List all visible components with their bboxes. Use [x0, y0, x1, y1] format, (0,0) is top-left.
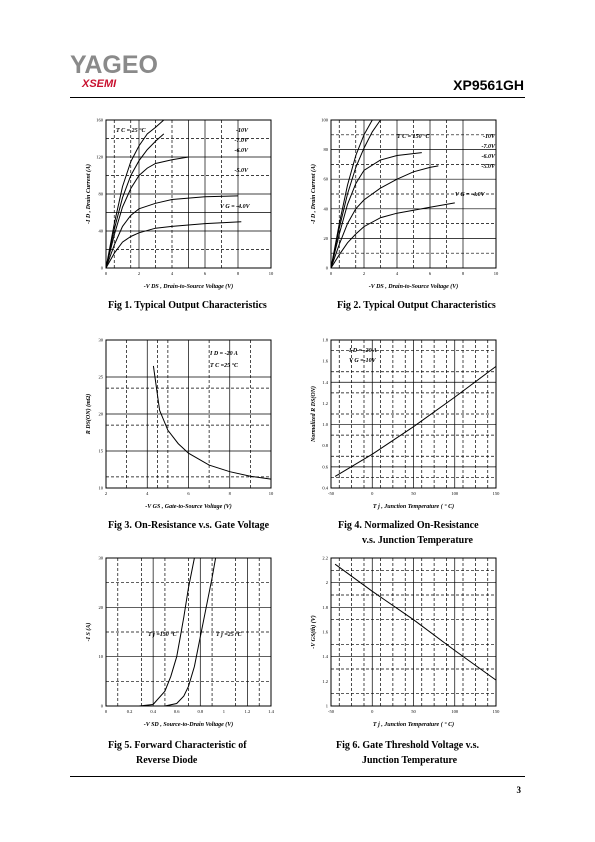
- caption-fig4-line1: Fig 4. Normalized On-Resistance: [338, 520, 479, 531]
- header-rule: [70, 97, 525, 98]
- footer-rule: [70, 776, 525, 777]
- x-tick-label: 1.2: [244, 709, 251, 714]
- y-tick-label: 120: [96, 154, 103, 160]
- y-tick-label: 0.6: [322, 464, 328, 470]
- y-tick-label: 80: [323, 147, 328, 153]
- y-tick-label: 0.8: [322, 443, 328, 449]
- y-tick-label: 1.6: [322, 629, 328, 635]
- y-tick-label: 0.4: [322, 485, 328, 491]
- x-tick-label: 6: [428, 271, 432, 276]
- series-line: [331, 203, 455, 268]
- caption-fig3: Fig 3. On-Resistance v.s. Gate Voltage: [108, 520, 270, 531]
- x-tick-label: -50: [328, 709, 334, 714]
- yageo-logo: [70, 53, 190, 91]
- x-tick-label: 2: [137, 271, 141, 276]
- y-tick-label: 20: [323, 235, 328, 241]
- logo-main-text: YAGEO: [70, 51, 159, 79]
- y-tick-label: 1.2: [322, 400, 328, 406]
- series-line: [335, 564, 496, 680]
- x-tick-label: 50: [411, 709, 416, 714]
- chart-annotation: T C = 25 °C: [116, 128, 146, 134]
- chart-annotation: V G = -4.0V: [455, 192, 485, 198]
- x-tick-label: 10: [493, 271, 499, 276]
- x-tick-label: 4: [146, 491, 149, 496]
- x-tick-label: 150: [492, 709, 500, 714]
- y-tick-label: 1.4: [322, 379, 328, 385]
- caption-fig5-line2: Reverse Diode: [136, 755, 198, 766]
- chart-annotation: V G =-10V: [349, 358, 376, 364]
- x-axis-label: -V DS , Drain-to-Source Voltage (V): [143, 284, 234, 290]
- y-tick-label: 40: [323, 206, 328, 212]
- plot-area: [331, 558, 496, 706]
- x-tick-label: 6: [203, 271, 207, 276]
- series-line: [331, 153, 422, 268]
- series-line: [153, 366, 271, 479]
- x-tick-label: 0: [371, 709, 374, 714]
- x-tick-label: 6: [187, 491, 190, 496]
- x-tick-label: 8: [461, 271, 465, 276]
- chart-fig5: [80, 548, 280, 733]
- y-tick-label: 1.0: [322, 422, 328, 428]
- y-tick-label: 10: [98, 654, 103, 660]
- chart-fig6: [305, 548, 505, 733]
- chart-annotation: I D = -20 A: [349, 348, 377, 354]
- x-tick-label: 8: [236, 271, 240, 276]
- y-tick-label: 2: [325, 580, 328, 586]
- x-axis-label: -V SD , Source-to-Drain Voltage (V): [143, 722, 234, 728]
- chart-annotation: -5.0V: [481, 164, 495, 170]
- y-tick-label: 10: [98, 485, 103, 491]
- y-tick-label: 1.8: [322, 337, 328, 343]
- x-tick-label: 10: [268, 491, 274, 496]
- y-tick-label: 20: [98, 411, 103, 417]
- y-tick-label: 0: [100, 703, 103, 709]
- x-tick-label: 100: [451, 491, 459, 496]
- x-tick-label: 2: [362, 271, 366, 276]
- caption-fig2: Fig 2. Typical Output Characteristics: [337, 300, 496, 311]
- y-axis-label: -I D , Drain Current (A): [311, 163, 317, 225]
- x-tick-label: 0.2: [126, 709, 133, 714]
- chart-fig2: [305, 110, 505, 295]
- chart-fig1: [80, 110, 280, 295]
- x-tick-label: 10: [268, 271, 274, 276]
- y-tick-label: 160: [96, 117, 103, 123]
- y-axis-label: R DS(ON) (mΩ): [86, 393, 92, 435]
- chart-fig3: [80, 330, 280, 515]
- chart-annotation: I D = -20 A: [210, 351, 238, 357]
- chart-annotation: T j =25 °C: [216, 632, 242, 638]
- chart-annotation: -7.0V: [234, 138, 248, 144]
- chart-annotation: -10V: [236, 128, 248, 134]
- y-tick-label: 1: [325, 703, 328, 709]
- x-tick-label: 4: [170, 271, 174, 276]
- chart-annotation: -10V: [483, 134, 495, 140]
- x-tick-label: 0.8: [197, 709, 204, 714]
- chart-annotation: T C = 150 °C: [397, 134, 430, 140]
- y-axis-label: -I S (A): [86, 622, 92, 642]
- caption-fig6-line1: Fig 6. Gate Threshold Voltage v.s.: [336, 740, 479, 751]
- x-tick-label: 0.6: [173, 709, 180, 714]
- y-tick-label: 15: [98, 448, 103, 454]
- x-axis-label: -V GS , Gate-to-Source Voltage (V): [145, 504, 232, 510]
- x-tick-label: 4: [395, 271, 399, 276]
- y-tick-label: 1.8: [322, 604, 328, 610]
- x-tick-label: 0.4: [150, 709, 156, 714]
- page-number: 3: [516, 785, 521, 795]
- y-tick-label: 1.6: [322, 358, 328, 364]
- y-axis-label: Normalized R DS(ON): [311, 385, 317, 443]
- x-tick-label: 150: [492, 491, 500, 496]
- chart-annotation: -6.0V: [234, 148, 248, 154]
- chart-annotation: T C =25 °C: [210, 363, 238, 369]
- chart-annotation: T j =150 °C: [148, 632, 177, 638]
- series-line: [335, 366, 496, 476]
- caption-fig6-line2: Junction Temperature: [362, 755, 458, 766]
- x-tick-label: 0: [104, 709, 108, 714]
- x-tick-label: 1: [222, 709, 225, 714]
- x-tick-label: 0: [371, 491, 374, 496]
- chart-annotation: -6.0V: [481, 154, 495, 160]
- x-tick-label: 1.4: [268, 709, 274, 714]
- x-tick-label: 100: [451, 709, 459, 714]
- y-axis-label: -V GS(th) (V): [311, 615, 317, 649]
- y-tick-label: 25: [98, 374, 103, 380]
- y-tick-label: 30: [98, 555, 103, 561]
- caption-fig4-line2: v.s. Junction Temperature: [362, 535, 473, 546]
- x-axis-label: T j , Junction Temperature ( ° C): [372, 504, 455, 510]
- y-tick-label: 30: [98, 337, 103, 343]
- x-tick-label: 0: [104, 271, 108, 276]
- plot-area: [106, 340, 271, 488]
- y-tick-label: 2.2: [322, 555, 328, 561]
- x-tick-label: -50: [328, 491, 334, 496]
- part-number: XP9561GH: [453, 77, 524, 93]
- y-axis-label: -I D , Drain Current (A): [86, 163, 92, 225]
- y-tick-label: 40: [98, 228, 103, 234]
- y-tick-label: 1.2: [322, 678, 328, 684]
- x-tick-label: 2: [104, 491, 108, 496]
- x-axis-label: T j , Junction Temperature ( ° C): [372, 722, 455, 728]
- y-tick-label: 0: [100, 265, 103, 271]
- chart-fig4: [305, 330, 505, 515]
- caption-fig5-line1: Fig 5. Forward Characteristic of: [108, 740, 247, 751]
- plot-area: [106, 558, 271, 706]
- logo-sub-text: XSEMI: [82, 78, 117, 90]
- y-tick-label: 100: [321, 117, 328, 123]
- chart-annotation: -7.0V: [481, 144, 495, 150]
- x-tick-label: 50: [411, 491, 416, 496]
- x-axis-label: -V DS , Drain-to-Source Voltage (V): [368, 284, 459, 290]
- chart-annotation: -5.0V: [234, 168, 248, 174]
- chart-annotation: V G = -4.0V: [220, 204, 250, 210]
- x-tick-label: 8: [228, 491, 231, 496]
- y-tick-label: 80: [98, 191, 103, 197]
- series-line: [106, 222, 241, 268]
- y-tick-label: 60: [323, 176, 328, 182]
- y-tick-label: 1.4: [322, 654, 328, 660]
- caption-fig1: Fig 1. Typical Output Characteristics: [108, 300, 267, 311]
- x-tick-label: 0: [329, 271, 333, 276]
- y-tick-label: 0: [325, 265, 328, 271]
- y-tick-label: 20: [98, 604, 103, 610]
